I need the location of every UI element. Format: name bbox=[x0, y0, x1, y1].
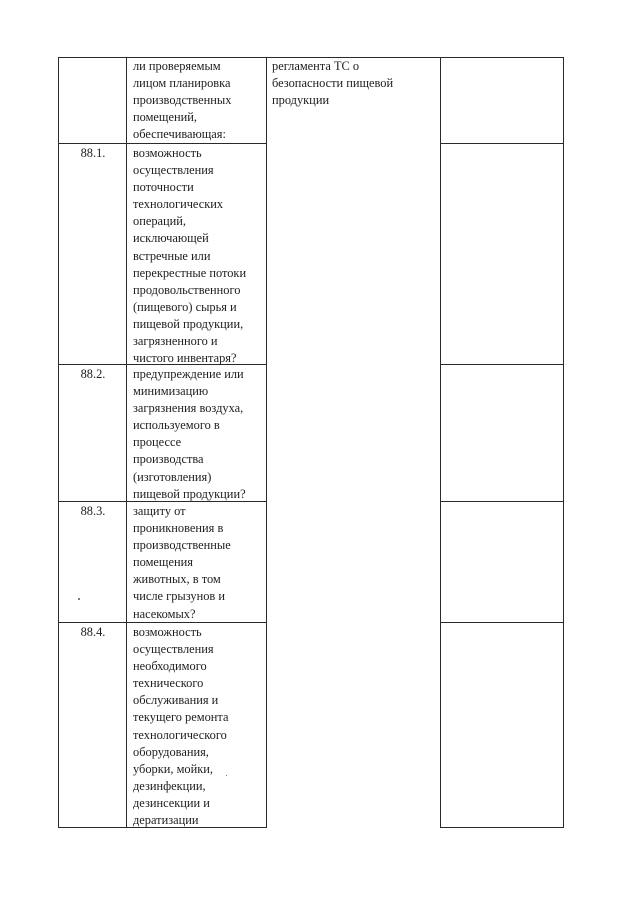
row-number: 88.2. bbox=[80, 367, 106, 381]
result-row-divider-2 bbox=[440, 364, 564, 365]
row-question: защиту от проникновения в производственные помещения животных, в том числе грызунов и насекомых? bbox=[133, 504, 231, 621]
result-column-right-border bbox=[563, 57, 564, 828]
result-row-divider-3 bbox=[440, 501, 564, 502]
row-question: возможность осуществления поточности технологических операций, исключающей встречные или перекрестные потоки продовольственного (пищевого) сырья и пищевой продукции, загрязненного и чистого инвентаря? bbox=[133, 146, 247, 366]
scan-speck bbox=[226, 775, 227, 776]
column-divider-question bbox=[266, 57, 267, 828]
row-number: 88.1. bbox=[80, 146, 106, 160]
regulation-reference-text: регламента ТС о безопасности пищевой продукции bbox=[272, 59, 394, 108]
row-question: ли проверяемым лицом планировка производственных помещений, обеспечивающая: bbox=[133, 59, 232, 142]
result-column-left-border bbox=[440, 57, 441, 828]
row-question: предупреждение или минимизацию загрязнения воздуха, используемого в процессе производства (изготовления) пищевой продукции? bbox=[133, 367, 246, 501]
row-question: возможность осуществления необходимого технического обслуживания и текущего ремонта технологического оборудования, уборки, мойки, дезинфекции, дезинсекции и дератизации bbox=[133, 625, 229, 828]
column-divider-number bbox=[126, 57, 127, 828]
result-bottom-border bbox=[440, 827, 564, 828]
result-row-divider-4 bbox=[440, 622, 564, 623]
table-left-border bbox=[58, 57, 59, 828]
row-number: 88.3. bbox=[80, 504, 106, 518]
result-top-border bbox=[440, 57, 564, 58]
scan-speck bbox=[78, 598, 80, 600]
row-number: 88.4. bbox=[80, 625, 106, 639]
result-row-divider-1 bbox=[440, 143, 564, 144]
